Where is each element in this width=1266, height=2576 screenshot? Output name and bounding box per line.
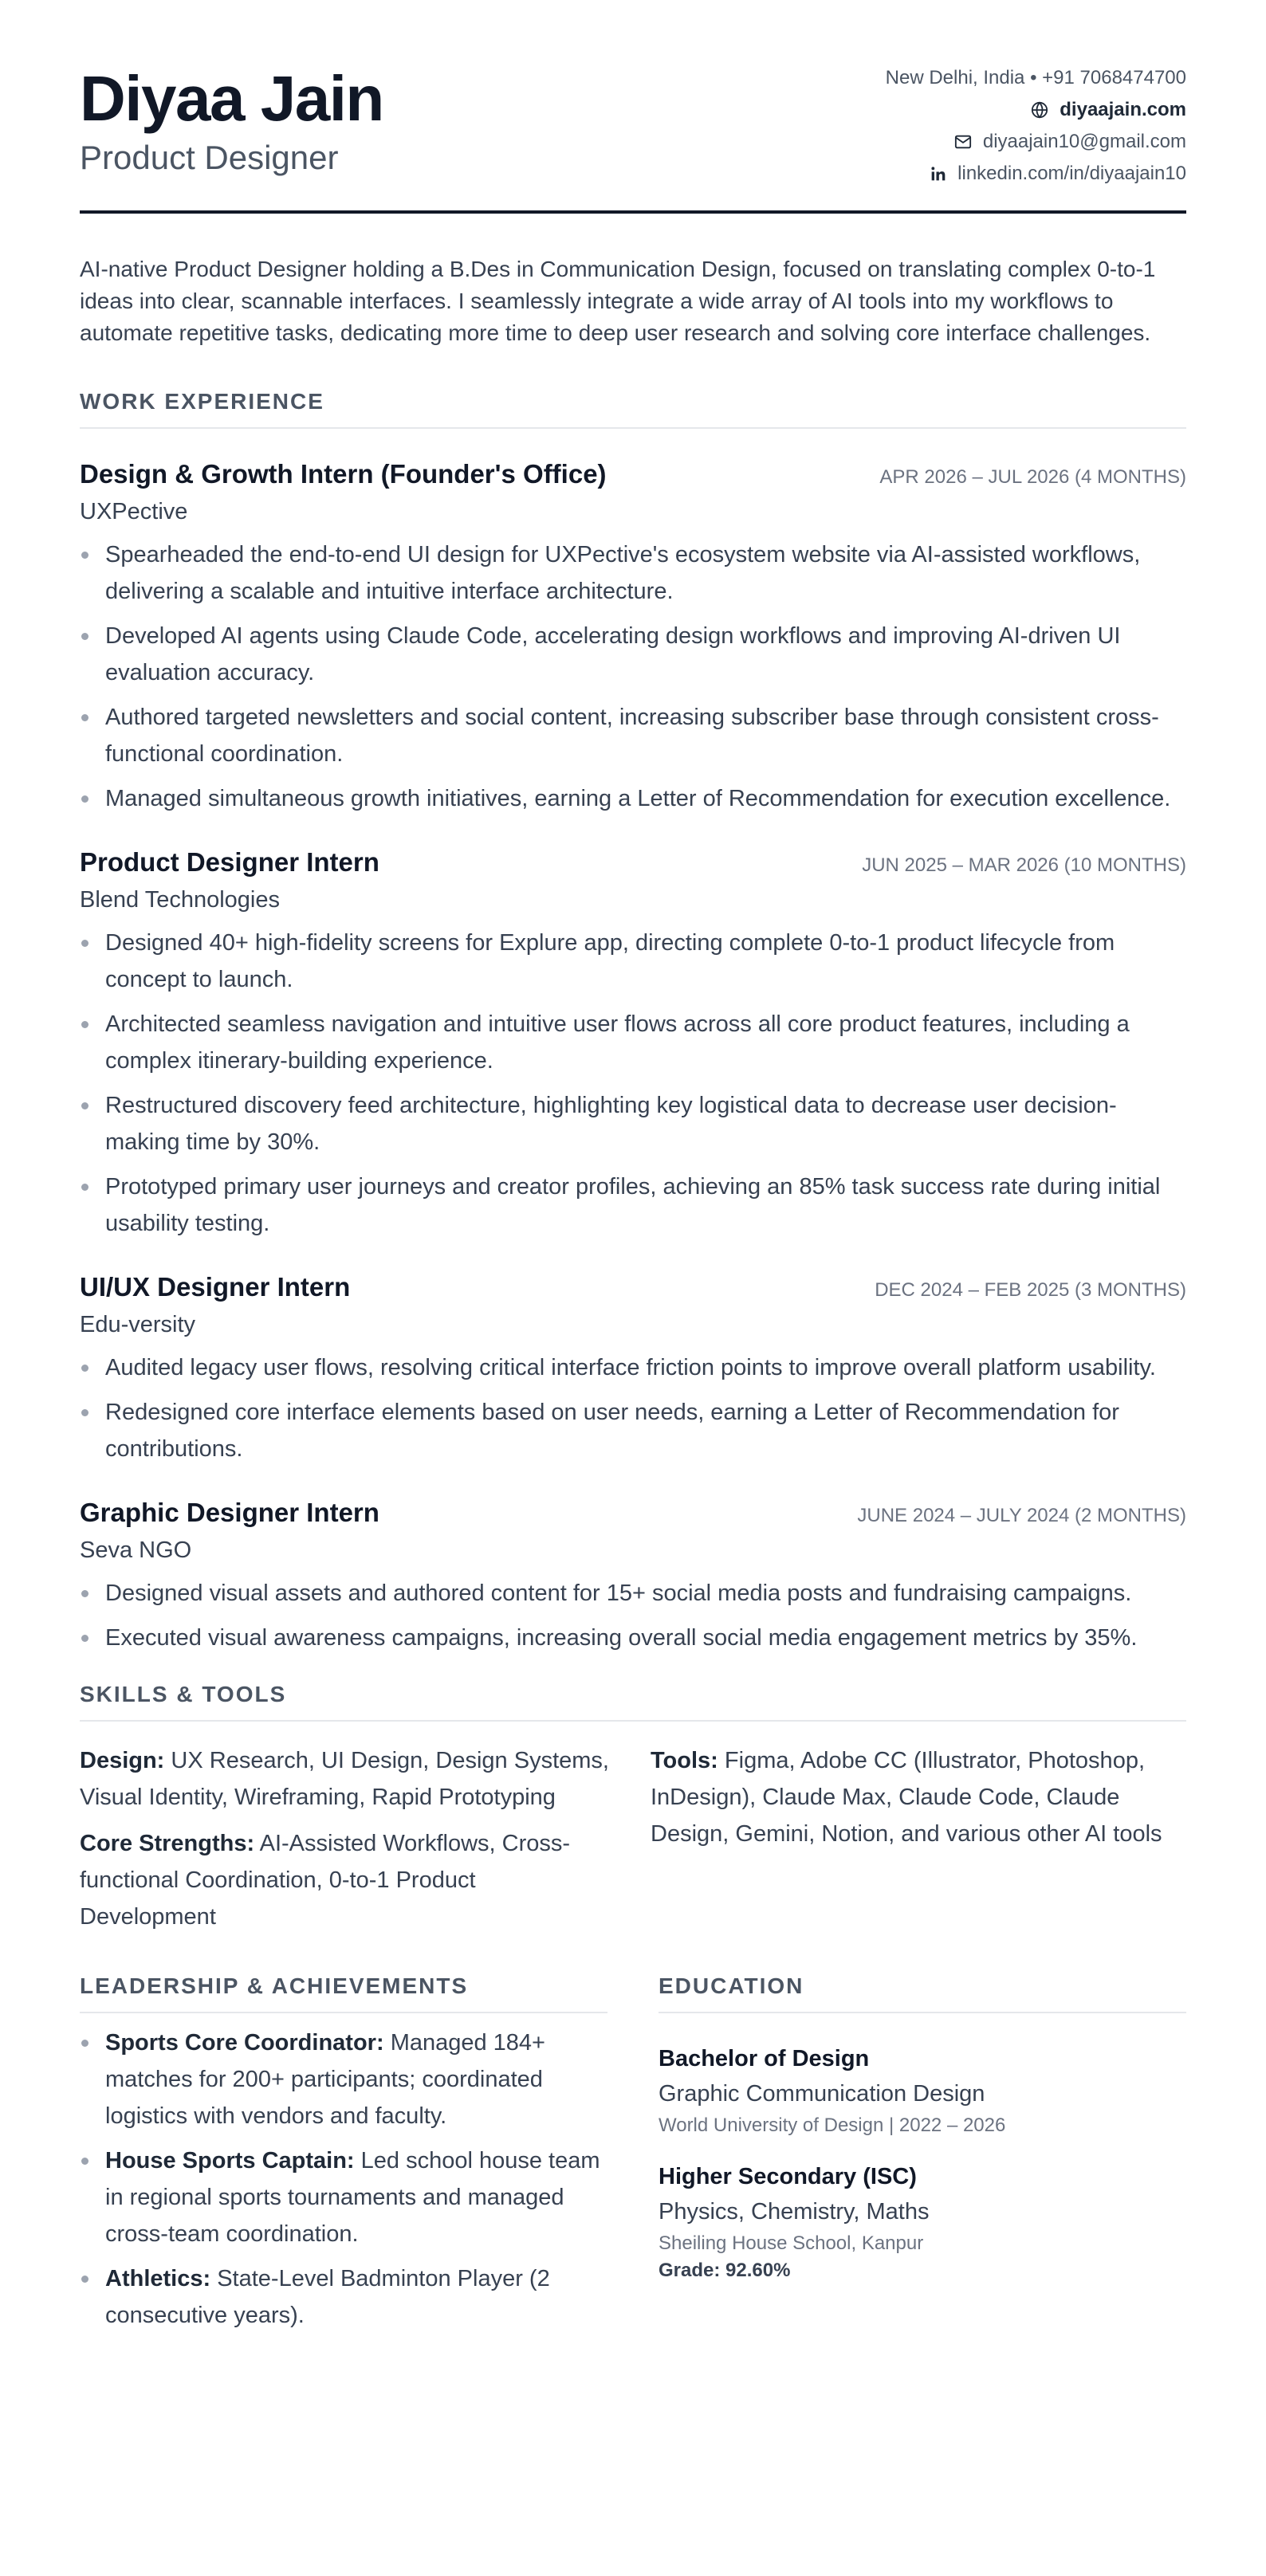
institution-meta: Sheiling House School, Kanpur [659,2232,924,2254]
education-list [659,2042,1186,2284]
website-row[interactable] [886,94,1186,126]
job-entry [80,1498,1186,1656]
skill-value: Figma, Adobe CC (Illustrator, Photoshop, InDesign), Claude Max, Claude Code, Claude Design, Gemini, Notion, and various other AI tools [651,1748,1162,1847]
job-bullets [80,1349,1186,1467]
list-item: Executed visual awareness campaigns, increasing overall social media engagement metrics by 35%. [80,1620,1186,1656]
skills-right-column [651,1742,1186,1945]
job-date: JUNE 2024 – JULY 2024 (2 MONTHS) [857,1505,1186,1526]
achievement-text: Led school house team in regional sports tournaments and managed cross-team coordination. [105,2148,600,2247]
job-title: UI/UX Designer Intern [80,1272,351,1302]
company-name: Seva NGO [80,1537,192,1563]
job-bullets [80,536,1186,817]
location-phone: New Delhi, India • +91 7068474700 [885,67,1186,88]
skill-label: Design: [80,1748,165,1773]
job-title: Design & Growth Intern (Founder's Office) [80,459,607,489]
bottom-columns [80,1973,1186,2342]
job-title: Graphic Designer Intern [80,1498,379,1527]
company-name: Blend Technologies [80,887,280,913]
list-item: Restructured discovery feed architecture, highlighting key logistical data to decrease user decision-making time by 30%. [80,1087,1186,1160]
list-item: Developed AI agents using Claude Code, accelerating design workflows and improving AI-driven UI evaluation accuracy. [80,618,1186,691]
list-item: Managed simultaneous growth initiatives, earning a Letter of Recommendation for execution excellence. [80,780,1186,817]
skill-tools [651,1742,1186,1852]
list-item [80,2142,607,2252]
list-item [80,2024,607,2134]
list-item: Spearheaded the end-to-end UI design for UXPective's ecosystem website via AI-assisted workflows, delivering a scalable and intuitive interface architecture. [80,536,1186,610]
job-date: DEC 2024 – FEB 2025 (3 MONTHS) [875,1279,1186,1301]
job-title: Product Designer Intern [80,847,379,877]
website-link[interactable]: diyaajain.com [1060,99,1186,120]
leadership-list [80,2024,607,2334]
education-entry [659,2042,1186,2139]
list-item [80,2260,607,2334]
achievement-label: House Sports Captain: [105,2148,355,2174]
skill-value: AI-Assisted Workflows, Cross-functional Coordination, 0-to-1 Product Development [80,1831,571,1930]
mail-icon [954,134,972,150]
achievement-label: Sports Core Coordinator: [105,2030,384,2056]
degree-field: Graphic Communication Design [659,2081,985,2107]
list-item: Designed 40+ high-fidelity screens for Explure app, directing complete 0-to-1 product lifecycle from concept to launch. [80,925,1186,998]
resume-header [80,0,1186,214]
skills-left-column [80,1742,615,1945]
degree-field: Physics, Chemistry, Maths [659,2199,930,2225]
linkedin-row[interactable] [886,158,1186,190]
skills-section [80,1742,1186,1945]
list-item: Audited legacy user flows, resolving critical interface friction points to improve overall platform usability. [80,1349,1186,1386]
skills-heading: SKILLS & TOOLS [80,1682,1186,1722]
achievement-label: Athletics: [105,2266,211,2291]
list-item: Designed visual assets and authored content for 15+ social media posts and fundraising campaigns. [80,1575,1186,1612]
work-experience-heading: WORK EXPERIENCE [80,389,1186,429]
linkedin-link[interactable]: linkedin.com/in/diyaajain10 [957,163,1186,184]
leadership-column [80,1973,607,2342]
skill-label: Core Strengths: [80,1831,255,1856]
job-date: JUN 2025 – MAR 2026 (10 MONTHS) [862,854,1186,876]
list-item: Redesigned core interface elements based on user needs, earning a Letter of Recommendation for contributions. [80,1394,1186,1467]
degree-name: Bachelor of Design [659,2046,870,2071]
grade: Grade: 92.60% [659,2260,791,2281]
job-bullets [80,925,1186,1242]
job-date: APR 2026 – JUL 2026 (4 MONTHS) [879,466,1186,488]
job-entry [80,847,1186,1242]
contact-block [886,62,1186,190]
skill-label: Tools: [651,1748,718,1773]
education-heading: EDUCATION [659,1973,1186,2013]
linkedin-icon [930,166,946,182]
job-entry [80,1272,1186,1467]
email-row[interactable] [886,126,1186,158]
company-name: UXPective [80,499,188,524]
email-link[interactable]: diyaajain10@gmail.com [982,131,1186,152]
summary: AI-native Product Designer holding a B.Des in Communication Design, focused on translating complex 0-to-1 ideas into clear, scannable interfaces. I seamlessly integrate a wide array of AI tools into my workflows to automate repetitive tasks, dedicating more time to deep user research and solving core interface challenges. [80,257,1156,345]
list-item: Authored targeted newsletters and social content, increasing subscriber base through consistent cross-functional coordination. [80,699,1186,772]
achievement-text: State-Level Badminton Player (2 consecutive years). [105,2266,550,2328]
company-name: Edu-versity [80,1312,196,1337]
candidate-role: Product Designer [80,139,339,176]
job-bullets [80,1575,1186,1656]
list-item: Prototyped primary user journeys and creator profiles, achieving an 85% task success rate during initial usability testing. [80,1168,1186,1242]
degree-name: Higher Secondary (ISC) [659,2164,917,2189]
education-column [659,1973,1186,2342]
education-entry [659,2160,1186,2284]
institution-meta: World University of Design | 2022 – 2026 [659,2115,1006,2136]
globe-icon [1031,101,1048,119]
location-phone-row [886,62,1186,94]
candidate-name: Diyaa Jain [80,63,383,134]
skill-strengths [80,1825,615,1935]
skill-value: UX Research, UI Design, Design Systems, Visual Identity, Wireframing, Rapid Prototyping [80,1748,609,1810]
achievement-text: Managed 184+ matches for 200+ participants; coordinated logistics with vendors and faculty. [105,2030,545,2129]
job-entry [80,459,1186,817]
skill-design [80,1742,615,1816]
list-item: Architected seamless navigation and intuitive user flows across all core product features, including a complex itinerary-building experience. [80,1006,1186,1079]
leadership-heading: LEADERSHIP & ACHIEVEMENTS [80,1973,607,2013]
